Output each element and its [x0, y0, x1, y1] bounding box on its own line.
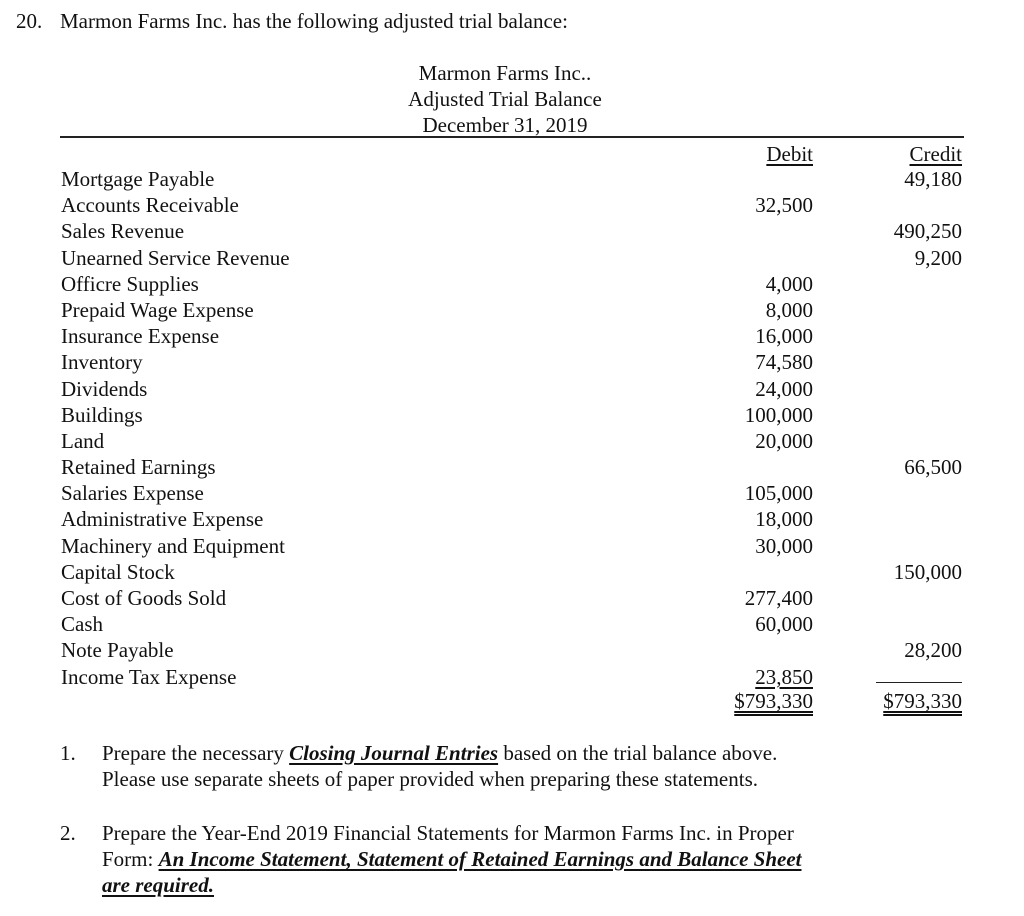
account-name: Retained Earnings: [61, 455, 216, 480]
account-name: Inventory: [61, 350, 143, 375]
table-row: [60, 297, 964, 323]
account-name: Officre Supplies: [61, 271, 199, 296]
credit-amount: 150,000: [893, 559, 962, 584]
closing-journal-entries-emphasis: Closing Journal Entries: [289, 741, 499, 765]
debit-amount: 32,500: [755, 193, 813, 218]
instruction-1-post: based on the trial balance above.: [498, 741, 778, 765]
credit-column-header: Credit: [909, 142, 962, 166]
account-name: Capital Stock: [61, 559, 175, 584]
question-number: 20.: [16, 9, 43, 33]
instruction-2-pre: Form:: [102, 847, 159, 871]
account-name: Mortgage Payable: [61, 167, 215, 191]
instruction-1-line-1: [102, 740, 960, 766]
debit-amount: 8,000: [765, 297, 813, 322]
debit-column-header: Debit: [766, 142, 813, 166]
debit-amount: 23,850: [755, 664, 813, 689]
table-row: [60, 218, 964, 244]
account-name: Land: [61, 428, 105, 453]
table-row: [60, 559, 964, 585]
instruction-2-line-2: [102, 846, 960, 872]
instruction-2-line-3: [102, 872, 960, 898]
debit-amount: 277,400: [744, 586, 813, 610]
debit-amount: 16,000: [755, 324, 813, 349]
account-name: Prepaid Wage Expense: [61, 297, 254, 322]
statement-title: Adjusted Trial Balance: [408, 87, 602, 111]
heading-rule: [60, 136, 964, 138]
credit-amount: 28,200: [904, 638, 962, 663]
table-row: [60, 271, 964, 297]
debit-amount: 4,000: [765, 271, 813, 296]
debit-amount: 20,000: [755, 428, 813, 453]
debit-amount: 60,000: [755, 612, 813, 637]
instruction-1-line-2: Please use separate sheets of paper provided when preparing these statements.: [102, 767, 759, 791]
debit-amount: 18,000: [755, 507, 813, 532]
table-row: [60, 349, 964, 375]
account-name: Salaries Expense: [61, 481, 204, 506]
company-name: Marmon Farms Inc..: [418, 61, 592, 85]
account-name: Income Tax Expense: [61, 664, 237, 689]
question-header: [16, 8, 568, 34]
required-statements-emphasis: An Income Statement, Statement of Retained Earnings and Balance Sheet: [158, 847, 802, 871]
account-name: Sales Revenue: [61, 219, 185, 244]
credit-amount: 66,500: [904, 455, 962, 480]
debit-amount: 24,000: [755, 376, 813, 401]
account-name: Dividends: [61, 376, 148, 401]
instruction-1: [60, 740, 960, 792]
credit-amount: 9,200: [914, 245, 962, 270]
account-name: Note Payable: [61, 638, 174, 663]
instruction-2-number: 2.: [60, 821, 76, 845]
account-name: Administrative Expense: [61, 507, 264, 532]
instruction-2: [60, 820, 960, 898]
table-row: [60, 480, 964, 506]
table-row: [60, 428, 964, 454]
debit-amount: 100,000: [744, 402, 813, 427]
are-required-emphasis: are required.: [102, 873, 214, 897]
account-name: Accounts Receivable: [61, 193, 239, 218]
debit-amount: 30,000: [755, 533, 813, 558]
table-row: [60, 192, 964, 218]
table-row: [60, 533, 964, 559]
trial-balance-table: [60, 166, 964, 690]
statement-date: December 31, 2019: [422, 113, 588, 137]
account-name: Machinery and Equipment: [61, 533, 285, 558]
credit-total: $793,330: [883, 689, 962, 713]
table-row: [60, 506, 964, 532]
account-name: Unearned Service Revenue: [61, 245, 290, 270]
table-row: [60, 245, 964, 271]
debit-total: $793,330: [734, 689, 813, 713]
table-row: [60, 166, 964, 192]
credit-amount: [876, 664, 962, 683]
account-name: Cash: [61, 612, 103, 637]
table-row: [60, 402, 964, 428]
table-row: [60, 454, 964, 480]
table-row: [60, 611, 964, 637]
account-name: Buildings: [61, 402, 143, 427]
debit-amount: 74,580: [755, 350, 813, 375]
table-row: [60, 664, 964, 690]
table-row: [60, 376, 964, 402]
credit-amount: 49,180: [904, 167, 962, 191]
credit-amount: 490,250: [893, 219, 962, 244]
table-row: [60, 637, 964, 663]
instruction-2-line-1: Prepare the Year-End 2019 Financial Statements for Marmon Farms Inc. in Proper: [102, 821, 794, 845]
instruction-1-pre: Prepare the necessary: [102, 741, 290, 765]
debit-amount: 105,000: [744, 481, 813, 506]
table-row: [60, 323, 964, 349]
account-name: Insurance Expense: [61, 324, 220, 349]
account-name: Cost of Goods Sold: [61, 586, 227, 610]
table-row: [60, 585, 964, 611]
question-text: Marmon Farms Inc. has the following adjusted trial balance:: [60, 9, 568, 33]
instruction-1-number: 1.: [60, 741, 76, 765]
